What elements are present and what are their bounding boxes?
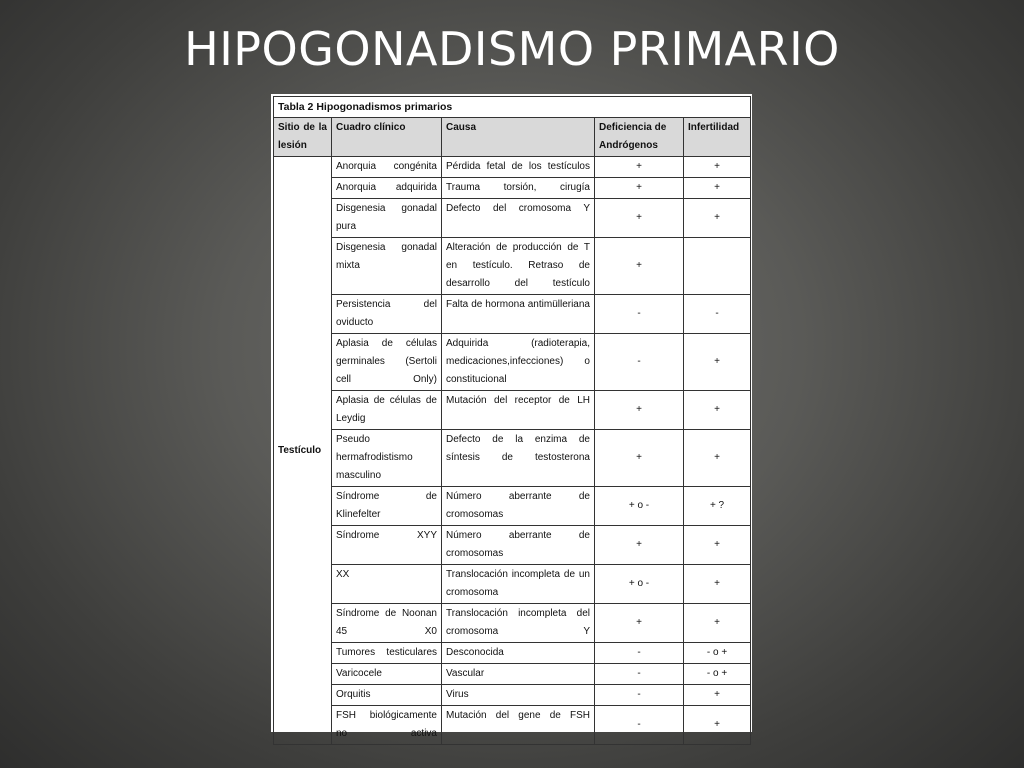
causa-cell: Defecto de la enzima de síntesis de testosterona	[442, 430, 595, 487]
causa-cell: Falta de hormona antimülleriana	[442, 295, 595, 334]
table-row	[274, 430, 751, 487]
site-cell: Testículo	[274, 157, 332, 745]
causa-cell: Adquirida (radioterapia, medicaciones,infecciones) o constitucional	[442, 334, 595, 391]
causa-cell: Alteración de producción de T en testículo. Retraso de desarrollo del testículo	[442, 238, 595, 295]
deficiencia-cell: + o -	[595, 565, 684, 604]
deficiencia-cell: +	[595, 391, 684, 430]
table-caption: Tabla 2 Hipogonadismos primarios	[274, 97, 751, 118]
table-row	[274, 706, 751, 745]
table-row	[274, 685, 751, 706]
infertilidad-cell: +	[684, 685, 751, 706]
infertilidad-cell	[684, 238, 751, 295]
causa-cell: Defecto del cromosoma Y	[442, 199, 595, 238]
deficiencia-cell: +	[595, 604, 684, 643]
deficiencia-cell: +	[595, 526, 684, 565]
cuadro-clinico-cell: Persistencia del oviducto	[332, 295, 442, 334]
causa-cell: Pérdida fetal de los testículos	[442, 157, 595, 178]
cuadro-clinico-cell: Disgenesia gonadal pura	[332, 199, 442, 238]
deficiencia-cell: -	[595, 334, 684, 391]
deficiencia-cell: +	[595, 238, 684, 295]
cuadro-clinico-cell: XX	[332, 565, 442, 604]
infertilidad-cell: - o +	[684, 664, 751, 685]
infertilidad-cell: + ?	[684, 487, 751, 526]
causa-cell: Número aberrante de cromosomas	[442, 487, 595, 526]
table-row	[274, 334, 751, 391]
cuadro-clinico-cell: Disgenesia gonadal mixta	[332, 238, 442, 295]
causa-cell: Virus	[442, 685, 595, 706]
cuadro-clinico-cell: FSH biológicamente no activa	[332, 706, 442, 745]
table-row	[274, 526, 751, 565]
cuadro-clinico-cell: Síndrome de Klinefelter	[332, 487, 442, 526]
infertilidad-cell: +	[684, 565, 751, 604]
table-row	[274, 391, 751, 430]
table-row	[274, 295, 751, 334]
header-cuadro: Cuadro clínico	[332, 118, 442, 157]
causa-cell: Translocación incompleta del cromosoma Y	[442, 604, 595, 643]
infertilidad-cell: - o +	[684, 643, 751, 664]
cuadro-clinico-cell: Anorquia congénita	[332, 157, 442, 178]
deficiencia-cell: +	[595, 430, 684, 487]
infertilidad-cell: +	[684, 430, 751, 487]
cuadro-clinico-cell: Tumores testiculares	[332, 643, 442, 664]
causa-cell: Trauma torsión, cirugía	[442, 178, 595, 199]
deficiencia-cell: +	[595, 178, 684, 199]
header-deficiencia: Deficiencia de Andrógenos	[595, 118, 684, 157]
deficiencia-cell: -	[595, 643, 684, 664]
table-image	[271, 94, 752, 739]
infertilidad-cell: +	[684, 391, 751, 430]
infertilidad-cell: -	[684, 295, 751, 334]
deficiencia-cell: -	[595, 706, 684, 745]
table-header-row	[274, 118, 751, 157]
table-row	[274, 199, 751, 238]
causa-cell: Translocación incompleta de un cromosoma	[442, 565, 595, 604]
deficiencia-cell: -	[595, 295, 684, 334]
table-row	[274, 487, 751, 526]
header-causa: Causa	[442, 118, 595, 157]
deficiencia-cell: +	[595, 199, 684, 238]
slide-title: HIPOGONADISMO PRIMARIO	[184, 22, 840, 76]
table-row	[274, 664, 751, 685]
cuadro-clinico-cell: Varicocele	[332, 664, 442, 685]
cuadro-clinico-cell: Aplasia de células germinales (Sertoli cell Only)	[332, 334, 442, 391]
deficiencia-cell: +	[595, 157, 684, 178]
table-caption-row	[274, 97, 751, 118]
causa-cell: Vascular	[442, 664, 595, 685]
infertilidad-cell: +	[684, 178, 751, 199]
deficiencia-cell: -	[595, 664, 684, 685]
infertilidad-cell: +	[684, 334, 751, 391]
infertilidad-cell: +	[684, 526, 751, 565]
cuadro-clinico-cell: Síndrome XYY	[332, 526, 442, 565]
header-sitio: Sitio de la lesión	[274, 118, 332, 157]
deficiencia-cell: -	[595, 685, 684, 706]
causa-cell: Mutación del gene de FSH	[442, 706, 595, 745]
cuadro-clinico-cell: Aplasia de células de Leydig	[332, 391, 442, 430]
cuadro-clinico-cell: Orquitis	[332, 685, 442, 706]
table-row	[274, 643, 751, 664]
infertilidad-cell: +	[684, 604, 751, 643]
infertilidad-cell: +	[684, 157, 751, 178]
table-row	[274, 178, 751, 199]
table-row	[274, 238, 751, 295]
causa-cell: Mutación del receptor de LH	[442, 391, 595, 430]
infertilidad-cell: +	[684, 706, 751, 745]
causa-cell: Desconocida	[442, 643, 595, 664]
cuadro-clinico-cell: Anorquia adquirida	[332, 178, 442, 199]
deficiencia-cell: + o -	[595, 487, 684, 526]
header-infertilidad: Infertilidad	[684, 118, 751, 157]
cuadro-clinico-cell: Pseudo hermafrodistismo masculino	[332, 430, 442, 487]
table-row	[274, 157, 751, 178]
causa-cell: Número aberrante de cromosomas	[442, 526, 595, 565]
cuadro-clinico-cell: Síndrome de Noonan 45 X0	[332, 604, 442, 643]
table-row	[274, 604, 751, 643]
hypogonadism-table	[273, 96, 751, 745]
table-row	[274, 565, 751, 604]
infertilidad-cell: +	[684, 199, 751, 238]
